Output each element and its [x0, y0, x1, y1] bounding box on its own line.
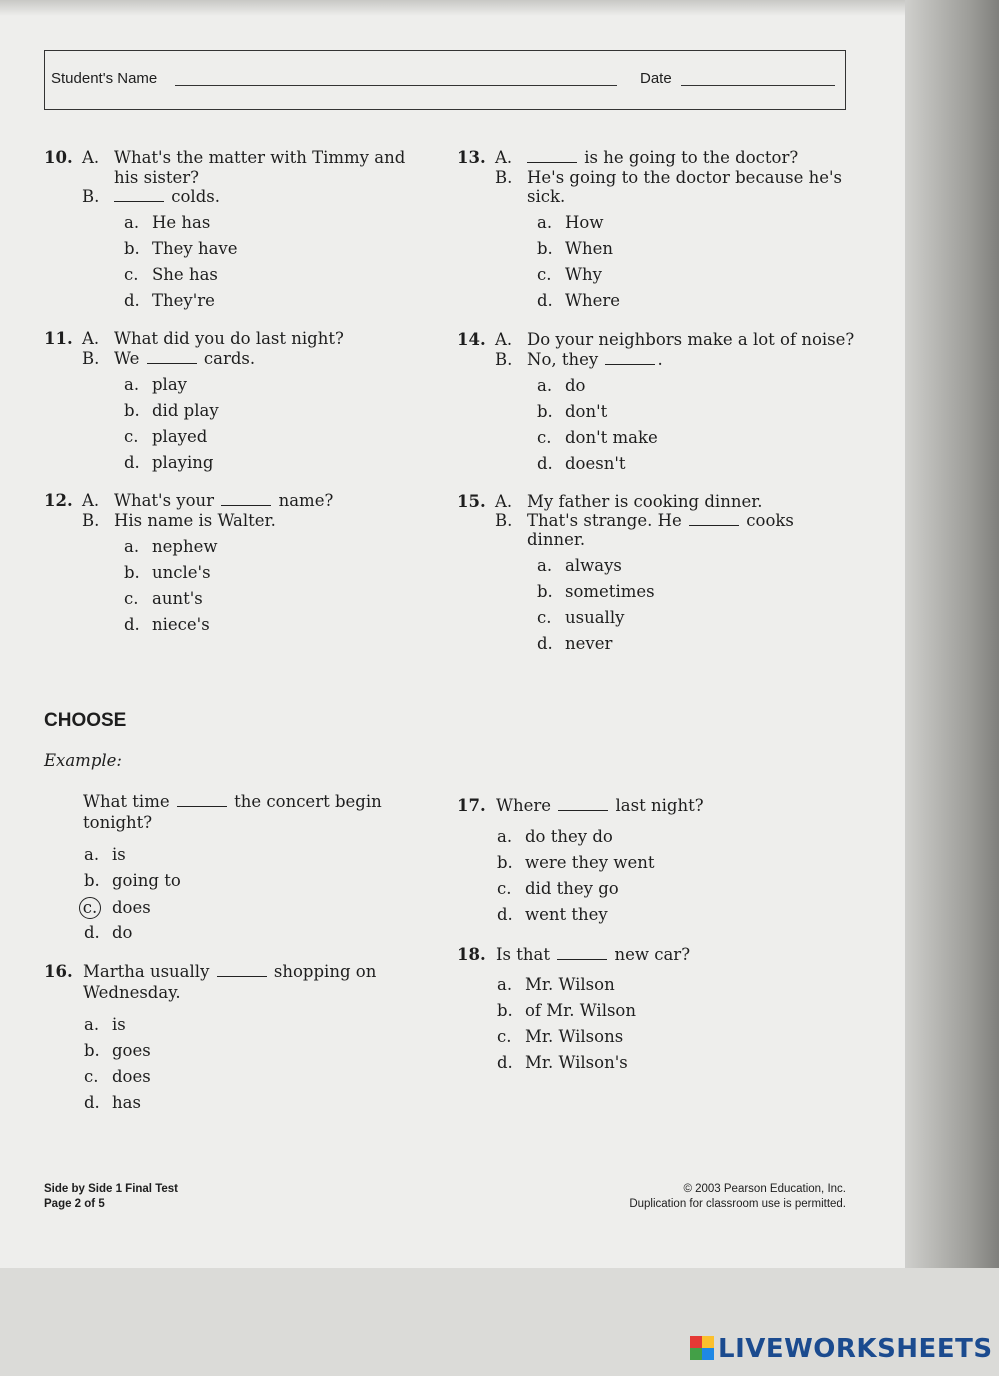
option-d: d. do — [84, 923, 133, 942]
option-d[interactable]: d. doesn't — [537, 454, 626, 473]
prompt-text: Martha usually — [83, 962, 210, 981]
prompt-line: What did you do last night? — [114, 329, 344, 348]
prompt-line: Do your neighbors make a lot of noise? — [527, 330, 855, 349]
prompt-text: shopping on — [273, 962, 377, 981]
speaker-b: B. — [495, 350, 513, 369]
prompt-text: Where — [496, 796, 552, 815]
answer-blank[interactable] — [527, 150, 577, 163]
student-name-field[interactable] — [175, 85, 617, 86]
watermark-text: LIVEWORKSHEETS — [718, 1334, 993, 1364]
speaker-b: B. — [82, 187, 100, 206]
question-14 — [457, 330, 877, 480]
option-c[interactable]: c. aunt's — [124, 589, 203, 608]
prompt-text: is he going to the doctor? — [584, 148, 799, 167]
question-number: 15. — [457, 492, 486, 511]
question-number: 14. — [457, 330, 486, 349]
prompt-line: tonight? — [83, 813, 153, 832]
option-a[interactable]: a. do — [537, 376, 586, 395]
option-b: b. going to — [84, 871, 181, 890]
question-number: 10. — [44, 148, 73, 167]
question-12 — [44, 491, 444, 641]
option-c[interactable]: c. played — [124, 427, 208, 446]
speaker-a: A. — [82, 329, 100, 348]
option-c[interactable]: c. does — [84, 1067, 151, 1086]
section-title: CHOOSE — [44, 710, 127, 731]
option-b[interactable]: b. did play — [124, 401, 219, 420]
speaker-b: B. — [495, 511, 513, 530]
prompt-line: What's the matter with Timmy and — [114, 148, 406, 167]
question-number: 16. — [44, 962, 73, 981]
option-a[interactable]: a. is — [84, 1015, 126, 1034]
footer-left — [44, 1182, 178, 1212]
example-question — [44, 792, 444, 952]
question-number: 12. — [44, 491, 73, 510]
answer-blank[interactable] — [558, 798, 608, 811]
student-name-label: Student's Name — [51, 70, 158, 87]
answer-blank[interactable] — [114, 189, 164, 202]
option-a: a. is — [84, 845, 126, 864]
option-b[interactable]: b. They have — [124, 239, 238, 258]
option-d[interactable]: d. niece's — [124, 615, 210, 634]
option-b[interactable]: b. goes — [84, 1041, 151, 1060]
date-label: Date — [640, 70, 672, 87]
response-text: His name is Walter. — [114, 511, 276, 530]
option-b[interactable]: b. don't — [537, 402, 608, 421]
speaker-b: B. — [82, 349, 100, 368]
speaker-a: A. — [82, 491, 100, 510]
option-c-circled: c. does — [84, 897, 151, 919]
option-b[interactable]: b. sometimes — [537, 582, 655, 601]
prompt-text: new car? — [614, 945, 691, 964]
footer-right — [560, 1182, 846, 1212]
question-number: 11. — [44, 329, 73, 348]
question-number: 17. — [457, 796, 486, 815]
option-b[interactable]: b. were they went — [497, 853, 655, 872]
response-text: cards. — [203, 349, 256, 368]
top-edge — [0, 0, 930, 16]
response-text: . — [657, 350, 663, 369]
student-header-box — [44, 50, 846, 110]
response-text: colds. — [171, 187, 220, 206]
option-d[interactable]: d. Where — [537, 291, 621, 310]
option-c[interactable]: c. She has — [124, 265, 218, 284]
speaker-b: B. — [82, 511, 100, 530]
question-number: 18. — [457, 945, 486, 964]
option-d[interactable]: d. They're — [124, 291, 215, 310]
question-13 — [457, 148, 877, 318]
page-spine-shadow — [905, 0, 999, 1268]
prompt-line: My father is cooking dinner. — [527, 492, 763, 511]
prompt-text: name? — [278, 491, 334, 510]
response-text: No, they — [527, 350, 599, 369]
prompt-text: What time — [83, 792, 170, 811]
question-11 — [44, 329, 444, 479]
option-d[interactable]: d. has — [84, 1093, 141, 1112]
option-d[interactable]: d. playing — [124, 453, 214, 472]
option-a[interactable]: a. play — [124, 375, 187, 394]
answer-blank[interactable] — [605, 352, 655, 365]
liveworksheets-logo-icon — [690, 1336, 714, 1360]
question-17 — [457, 796, 857, 936]
response-text: cooks — [746, 511, 794, 530]
response-text: dinner. — [527, 530, 586, 549]
option-d[interactable]: d. never — [537, 634, 613, 653]
option-a[interactable]: a. do they do — [497, 827, 613, 846]
speaker-a: A. — [495, 492, 513, 511]
prompt-line: his sister? — [114, 168, 199, 187]
footer-title: Side by Side 1 Final Test — [44, 1183, 178, 1195]
duplication-note: Duplication for classroom use is permitted. — [629, 1198, 846, 1210]
answer-blank[interactable] — [689, 513, 739, 526]
response-text: He's going to the doctor because he's — [527, 168, 843, 187]
prompt-text: What's your — [114, 491, 215, 510]
response-text: We — [114, 349, 140, 368]
answer-blank[interactable] — [557, 947, 607, 960]
speaker-b: B. — [495, 168, 513, 187]
option-c[interactable]: c. don't make — [537, 428, 658, 447]
question-10 — [44, 148, 444, 318]
response-text: That's strange. He — [527, 511, 682, 530]
option-c[interactable]: c. Mr. Wilsons — [497, 1027, 624, 1046]
question-18 — [457, 945, 857, 1085]
answer-blank — [177, 794, 227, 807]
prompt-text: last night? — [615, 796, 704, 815]
speaker-a: A. — [495, 148, 513, 167]
circled-answer: c. — [79, 897, 101, 919]
liveworksheets-watermark — [690, 1334, 993, 1364]
option-b[interactable]: b. of Mr. Wilson — [497, 1001, 636, 1020]
question-16 — [44, 962, 444, 1122]
prompt-line: Wednesday. — [83, 983, 181, 1002]
answer-blank[interactable] — [221, 493, 271, 506]
prompt-text: Is that — [496, 945, 550, 964]
answer-blank[interactable] — [147, 351, 197, 364]
option-b[interactable]: b. When — [537, 239, 613, 258]
option-a[interactable]: a. He has — [124, 213, 211, 232]
option-a[interactable]: a. Mr. Wilson — [497, 975, 615, 994]
option-b[interactable]: b. uncle's — [124, 563, 211, 582]
prompt-text: the concert begin — [234, 792, 382, 811]
speaker-a: A. — [495, 330, 513, 349]
option-d[interactable]: d. went they — [497, 905, 608, 924]
option-c[interactable]: c. did they go — [497, 879, 619, 898]
date-field[interactable] — [681, 85, 835, 86]
answer-blank[interactable] — [217, 964, 267, 977]
option-a[interactable]: a. nephew — [124, 537, 218, 556]
response-text: sick. — [527, 187, 566, 206]
copyright: © 2003 Pearson Education, Inc. — [683, 1183, 846, 1195]
option-d[interactable]: d. Mr. Wilson's — [497, 1053, 628, 1072]
question-number: 13. — [457, 148, 486, 167]
option-a[interactable]: a. How — [537, 213, 604, 232]
speaker-a: A. — [82, 148, 100, 167]
page-number: Page 2 of 5 — [44, 1198, 105, 1210]
option-c[interactable]: c. usually — [537, 608, 625, 627]
question-15 — [457, 492, 877, 662]
example-label: Example: — [44, 751, 122, 770]
option-a[interactable]: a. always — [537, 556, 622, 575]
option-c[interactable]: c. Why — [537, 265, 602, 284]
